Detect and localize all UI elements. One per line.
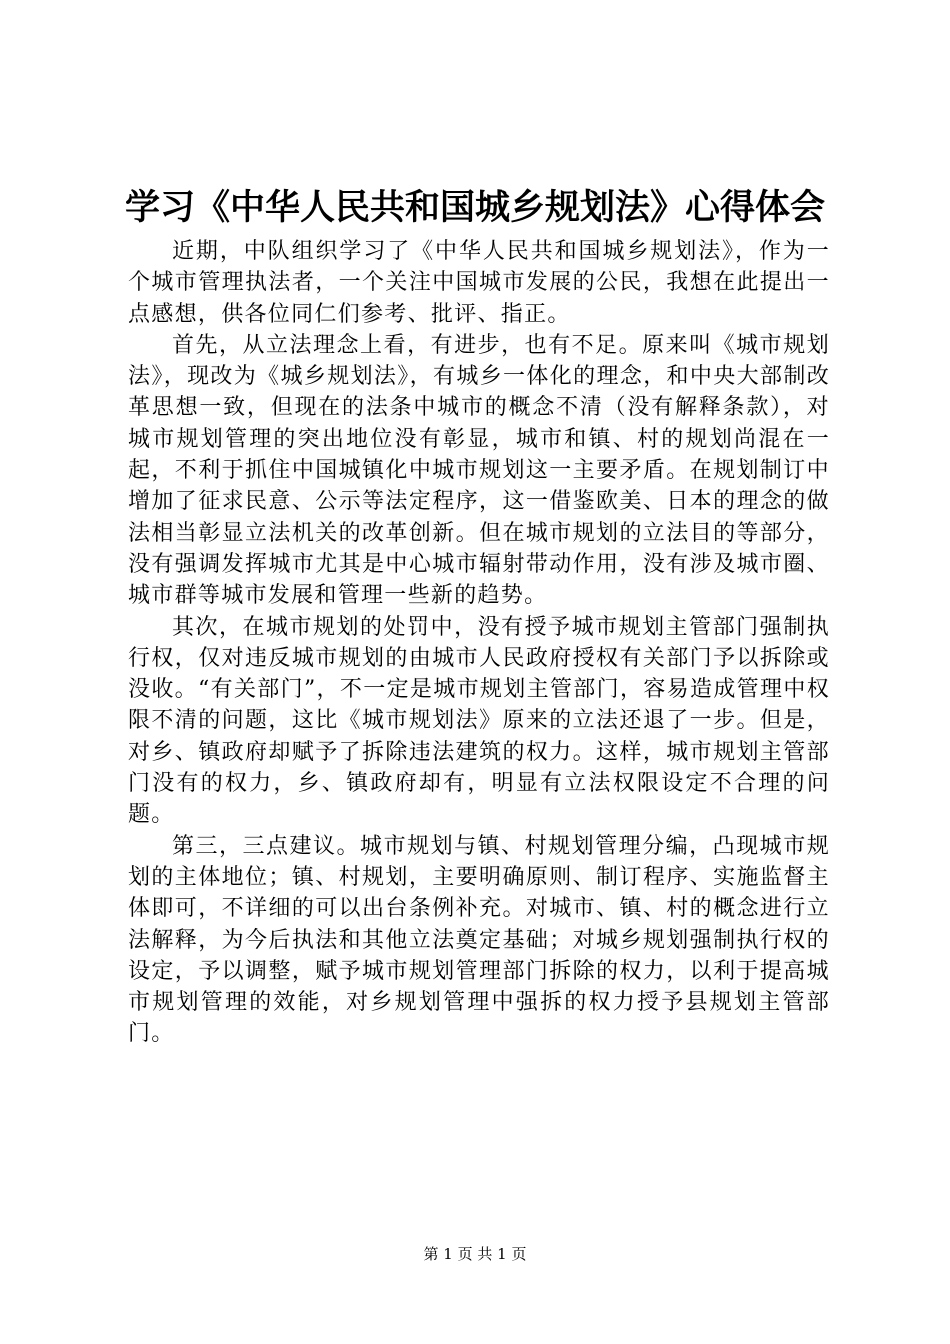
paragraph-intro: 近期，中队组织学习了《中华人民共和国城乡规划法》，作为一个城市管理执法者，一个关注中国城市发展的公民，我想在此提出一点感想，供各位同仁们参考、批评、指正。 — [128, 239, 830, 327]
paragraph-third-point: 第三，三点建议。城市规划与镇、村规划管理分编，凸现城市规划的主体地位；镇、村规划，主要明确原则、制订程序、实施监督主体即可，不详细的可以出台条例补充。对城市、镇、村的概念进行立法解释，为今后执法和其他立法奠定基础；对城乡规划强制执行权的设定，予以调整，赋予城市规划管理部门拆除的权力，以利于提高城市规划管理的效能，对乡规划管理中强拆的权力授予县规划主管部门。 — [128, 833, 830, 1047]
paragraph-second-point: 其次，在城市规划的处罚中，没有授予城市规划主管部门强制执行权，仅对违反城市规划的由城市人民政府授权有关部门予以拆除或没收。“有关部门”，不一定是城市规划主管部门，容易造成管理中权限不清的问题，这比《城市规划法》原来的立法还退了一步。但是，对乡、镇政府却赋予了拆除违法建筑的权力。这样，城市规划主管部门没有的权力，乡、镇政府却有，明显有立法权限设定不合理的问题。 — [128, 614, 830, 828]
document-body — [128, 236, 830, 1050]
document-title: 学习《中华人民共和国城乡规划法》心得体会 — [124, 188, 825, 228]
paragraph-first-point: 首先，从立法理念上看，有进步，也有不足。原来叫《城市规划法》，现改为《城乡规划法》，有城乡一体化的理念，和中央大部制改革思想一致，但现在的法条中城市的概念不清（没有解释条款），对城市规划管理的突出地位没有彰显，城市和镇、村的规划尚混在一起，不利于抓住中国城镇化中城市规划这一主要矛盾。在规划制订中增加了征求民意、公示等法定程序，这一借鉴欧美、日本的理念的做法相当彰显立法机关的改革创新。但在城市规划的立法目的等部分，没有强调发挥城市尤其是中心城市辐射带动作用，没有涉及城市圈、城市群等城市发展和管理一些新的趋势。 — [128, 332, 830, 609]
page-footer: 第 1 页 共 1 页 — [423, 1245, 527, 1263]
